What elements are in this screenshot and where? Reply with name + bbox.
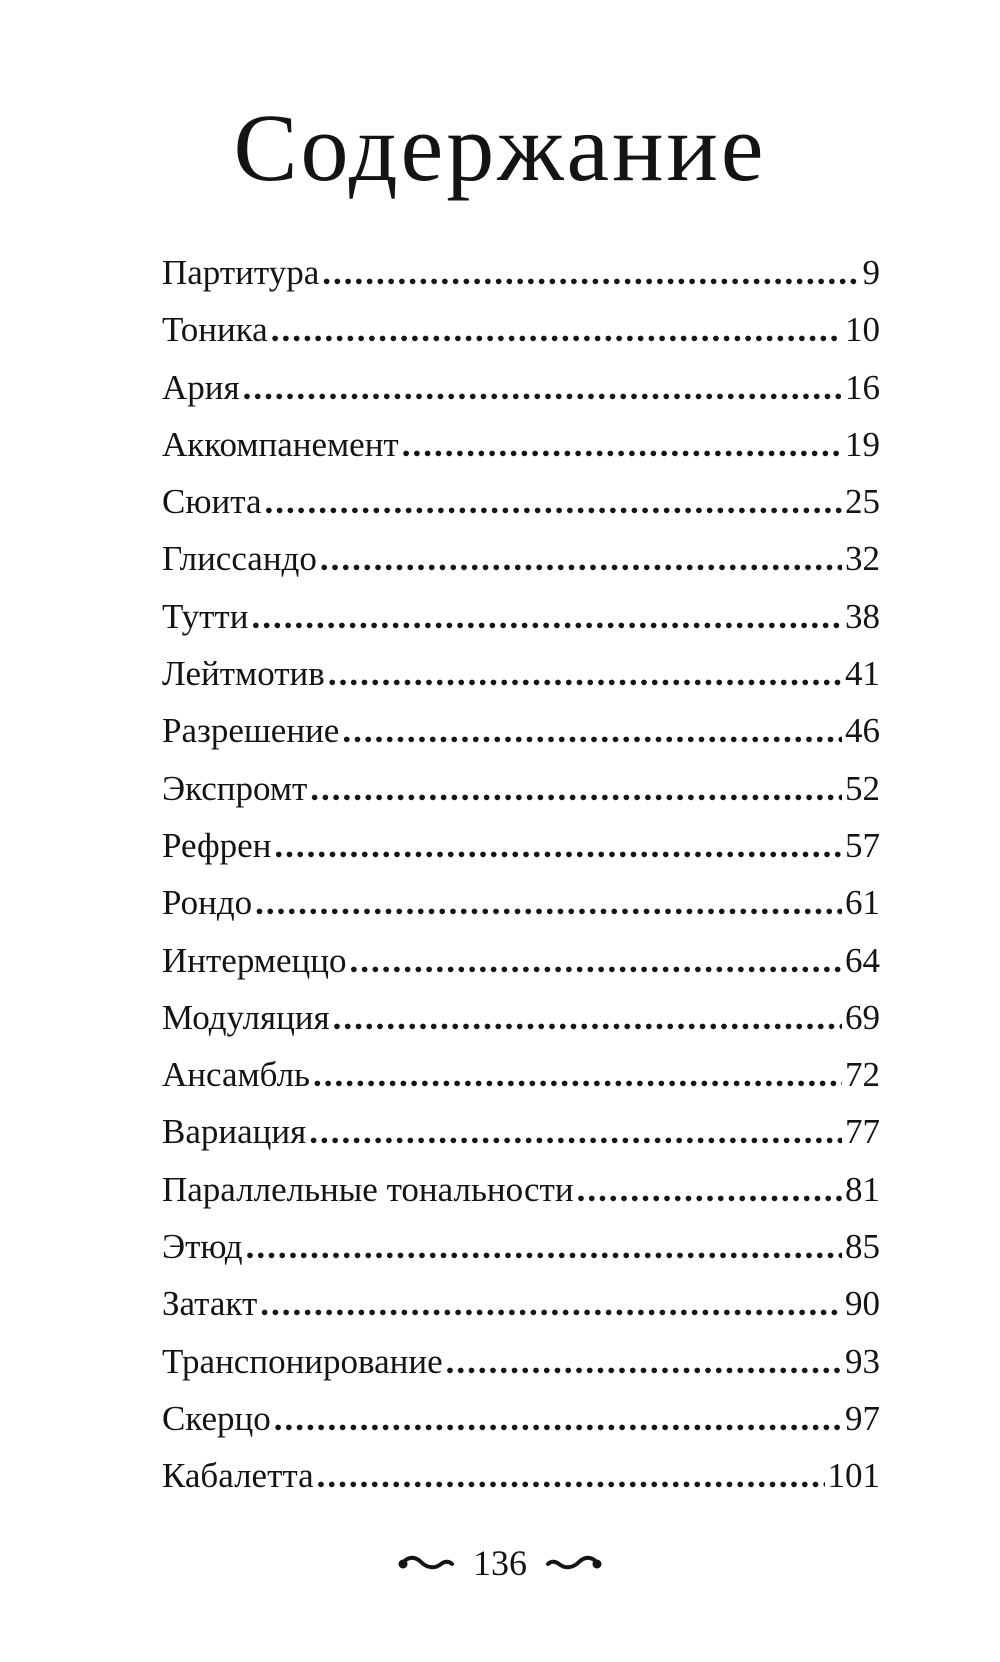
toc-entry <box>162 645 880 702</box>
toc-entry-title: Тоника <box>162 310 268 350</box>
toc-entry-title: Экспромт <box>162 768 308 808</box>
toc-entry-page-number: 64 <box>845 940 880 980</box>
toc-dot-leader <box>310 760 842 817</box>
toc-entry <box>162 760 880 817</box>
toc-entry-page-number: 46 <box>845 711 880 751</box>
toc-dot-leader <box>317 1447 825 1504</box>
toc-entry-title: Кабалетта <box>162 1456 314 1496</box>
toc-entry-title: Глиссандо <box>162 539 317 579</box>
toc-entry-page-number: 69 <box>845 997 880 1037</box>
toc-entry <box>162 301 880 358</box>
toc-dot-leader <box>251 588 842 645</box>
toc-entry-page-number: 19 <box>845 424 880 464</box>
toc-entry-title: Ансамбль <box>162 1055 311 1095</box>
page-footer <box>0 1545 1000 1581</box>
toc-entry-page-number: 52 <box>845 768 880 808</box>
toc-dot-leader <box>264 473 842 530</box>
toc-entry-title: Параллельные тональности <box>162 1169 574 1209</box>
toc-entry-page-number: 9 <box>862 253 880 292</box>
toc-entry <box>162 989 880 1046</box>
toc-entry-title: Рондо <box>162 883 253 923</box>
toc-entry-page-number: 72 <box>845 1055 880 1095</box>
table-of-contents <box>162 244 880 1505</box>
toc-dot-leader <box>322 244 859 301</box>
toc-entry-page-number: 61 <box>845 883 880 923</box>
toc-entry-page-number: 81 <box>845 1169 880 1209</box>
toc-entry-title: Разрешение <box>162 711 340 751</box>
toc-dot-leader <box>243 359 842 416</box>
toc-dot-leader <box>246 1218 842 1275</box>
toc-dot-leader <box>349 932 842 989</box>
toc-entry-title: Этюд <box>162 1227 243 1267</box>
toc-entry-page-number: 101 <box>827 1456 880 1496</box>
toc-entry-page-number: 93 <box>845 1341 880 1381</box>
toc-entry-title: Сюита <box>162 482 262 522</box>
toc-entry <box>162 416 880 473</box>
toc-entry-title: Скерцо <box>162 1398 271 1438</box>
toc-dot-leader <box>402 416 842 473</box>
toc-entry <box>162 874 880 931</box>
toc-entry-page-number: 10 <box>845 310 880 350</box>
toc-entry-page-number: 77 <box>845 1112 880 1152</box>
toc-dot-leader <box>309 1103 842 1160</box>
toc-entry <box>162 702 880 759</box>
toc-entry <box>162 588 880 645</box>
toc-dot-leader <box>271 301 842 358</box>
toc-entry-page-number: 85 <box>845 1227 880 1267</box>
toc-entry <box>162 244 880 301</box>
toc-entry-page-number: 25 <box>845 482 880 522</box>
toc-entry <box>162 530 880 587</box>
toc-entry-title: Лейтмотив <box>162 654 325 694</box>
toc-entry-page-number: 32 <box>845 539 880 579</box>
toc-entry <box>162 1390 880 1447</box>
toc-dot-leader <box>577 1161 842 1218</box>
toc-entry <box>162 1218 880 1275</box>
toc-entry-title: Вариация <box>162 1112 307 1152</box>
toc-dot-leader <box>260 1275 842 1332</box>
toc-entry-page-number: 16 <box>845 367 880 407</box>
toc-dot-leader <box>320 530 842 587</box>
toc-entry-title: Модуляция <box>162 997 330 1037</box>
toc-entry <box>162 1447 880 1504</box>
toc-dot-leader <box>274 817 842 874</box>
toc-dot-leader <box>446 1333 842 1390</box>
toc-entry-page-number: 90 <box>845 1284 880 1324</box>
toc-entry-page-number: 41 <box>845 654 880 694</box>
toc-entry <box>162 359 880 416</box>
toc-entry-title: Транспонирование <box>162 1341 443 1381</box>
right-swash-ornament-icon <box>545 1552 603 1574</box>
toc-entry-title: Рефрен <box>162 825 272 865</box>
toc-entry-page-number: 57 <box>845 825 880 865</box>
toc-dot-leader <box>333 989 842 1046</box>
left-swash-ornament-icon <box>397 1552 455 1574</box>
toc-dot-leader <box>313 1046 842 1103</box>
toc-entry-page-number: 97 <box>845 1398 880 1438</box>
toc-dot-leader <box>328 645 842 702</box>
page-title: Содержание <box>233 94 767 201</box>
toc-entry-title: Ария <box>162 367 240 407</box>
toc-entry <box>162 1333 880 1390</box>
toc-entry <box>162 1046 880 1103</box>
toc-entry-title: Партитура <box>162 253 320 292</box>
toc-entry <box>162 1161 880 1218</box>
toc-entry-page-number: 38 <box>845 596 880 636</box>
toc-entry-title: Затакт <box>162 1284 258 1324</box>
toc-entry <box>162 817 880 874</box>
toc-entry-title: Тутти <box>162 596 249 636</box>
toc-dot-leader <box>255 874 842 931</box>
page-number: 136 <box>473 1543 527 1583</box>
toc-entry <box>162 1275 880 1332</box>
toc-entry-title: Интермеццо <box>162 940 347 980</box>
toc-dot-leader <box>342 702 842 759</box>
toc-entry <box>162 1103 880 1160</box>
toc-entry-title: Аккомпанемент <box>162 424 399 464</box>
toc-entry <box>162 932 880 989</box>
toc-entry <box>162 473 880 530</box>
toc-dot-leader <box>274 1390 842 1447</box>
